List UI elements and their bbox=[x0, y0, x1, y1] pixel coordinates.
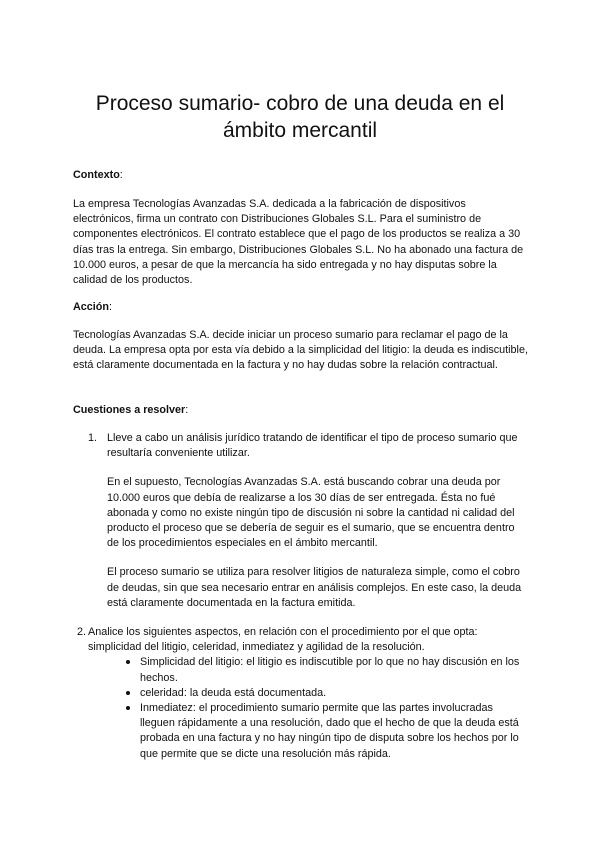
answer-paragraph: El proceso sumario se utiliza para resolver litigios de naturaleza simple, como el cobro de deudas, sin que sea necesario entrar en análisis complejos. En este caso, la deuda está claramente documentada en la factura emitida. bbox=[107, 566, 522, 609]
bullet-item: Inmediatez: el procedimiento sumario permite que las partes involucradas lleguen rápidamente a una resolución, dado que el hecho de que la deuda está probada en una factura y no hay ningún tipo de disputa sobre los hechos por lo que permite que se dicte una resolución más rápida. bbox=[126, 701, 528, 762]
context-heading: Contexto bbox=[73, 169, 120, 181]
questions-heading: Cuestiones a resolver bbox=[73, 404, 186, 416]
questions-heading-line: Cuestiones a resolver: bbox=[73, 404, 189, 416]
document-title: Proceso sumario- cobro de una deuda en el ámbito mercantil bbox=[95, 92, 505, 142]
question-item-2 bbox=[77, 625, 528, 762]
bullet-item: Simplicidad del litigio: el litigio es indiscutible por lo que no hay discusión en los hechos. bbox=[126, 655, 528, 685]
context-heading-line: Contexto: bbox=[73, 169, 123, 181]
question-number: 2. bbox=[77, 626, 87, 639]
action-text: Tecnologías Avanzadas S.A. decide iniciar un proceso sumario para reclamar el pago de la deuda. La empresa opta por esta vía debido a la simplicidad del litigio: la deuda es indiscutible, está claramente documentada en la factura y no hay dudas sobre la relación contractual. bbox=[73, 329, 528, 372]
question-item-1 bbox=[88, 431, 528, 611]
bullet-item: celeridad: la deuda está documentada. bbox=[126, 686, 528, 701]
question-text: Lleve a cabo un análisis jurídico tratando de identificar el tipo de proceso sumario que resultaría conveniente utilizar. bbox=[107, 432, 518, 460]
question-text: Analice los siguientes aspectos, en relación con el procedimiento por el que opta: simplicidad del litigio, celeridad, inmediatez y agilidad de la resolución. bbox=[88, 626, 478, 654]
context-text: La empresa Tecnologías Avanzadas S.A. dedicada a la fabricación de dispositivos electrónicos, firma un contrato con Distribuciones Globales S.L. Para el suministro de componentes electrónicos. El contrato establece que el pago de los productos se realiza a 30 días tras la entrega. Sin embargo, Distribuciones Globales S.L. No ha abonado una factura de 10.000 euros, a pesar de que la mercancía ha sido entregada y no hay disputas sobre la calidad de los productos. bbox=[73, 198, 524, 287]
action-heading-line: Acción: bbox=[73, 301, 112, 313]
action-heading: Acción bbox=[73, 301, 109, 313]
answer-paragraph: En el supuesto, Tecnologías Avanzadas S.A. está buscando cobrar una deuda por 10.000 euros que debía de realizarse a los 30 días de ser entregada. Ésta no fué abonada y como no existe ningún tipo de discusión ni sobre la cantidad ni calidad del producto el proceso que se debería de seguir es el sumario, que se encuentra dentro de los procedimientos especiales en el ámbito mercantil. bbox=[107, 476, 515, 550]
question-number: 1. bbox=[88, 432, 98, 444]
questions-list bbox=[77, 431, 528, 762]
bullet-list bbox=[88, 655, 528, 761]
